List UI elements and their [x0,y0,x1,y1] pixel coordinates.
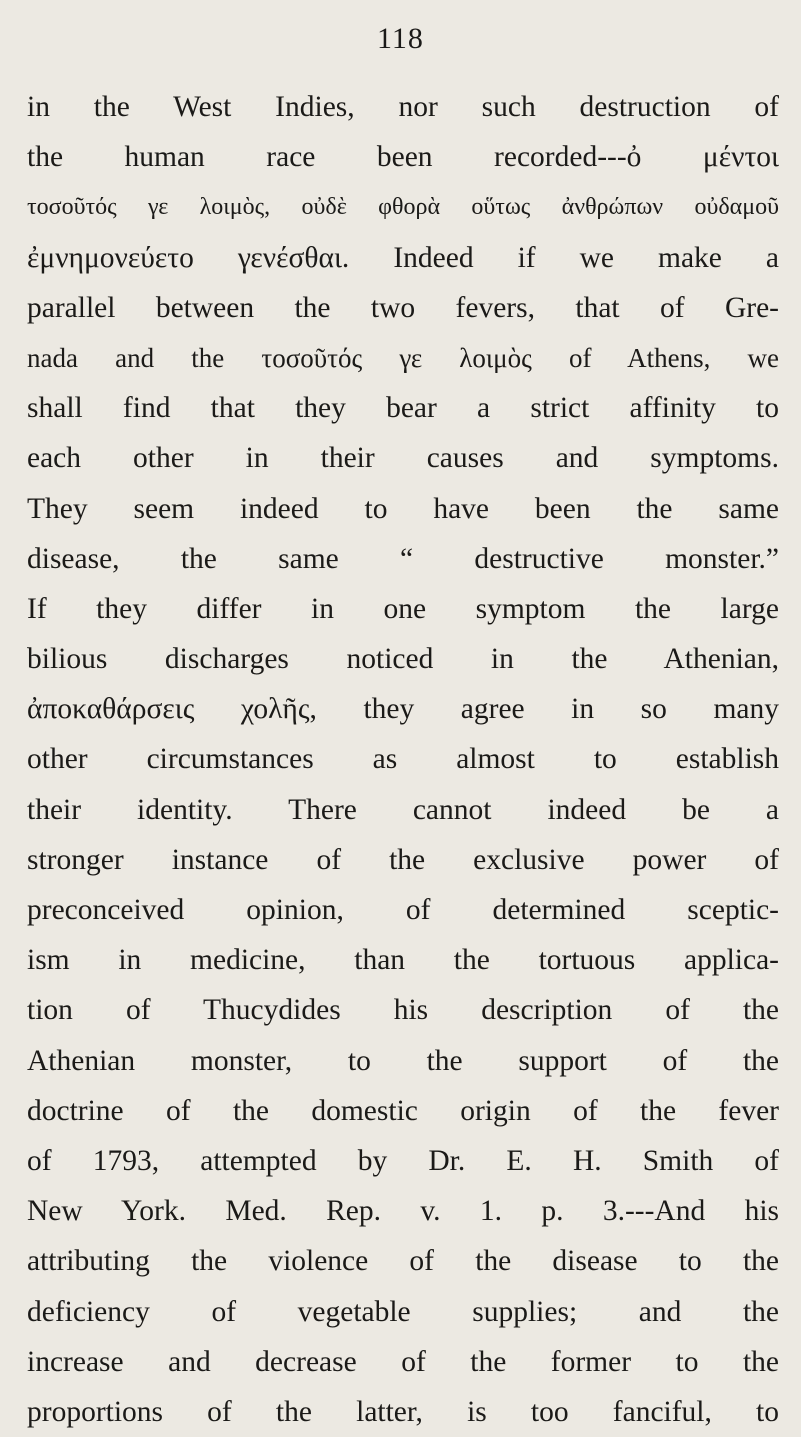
text-line: Athenian monster, to the support of the [27,1044,779,1077]
text-line: each other in their causes and symptoms. [27,442,779,475]
text-line: stronger instance of the exclusive power of [27,843,779,876]
text-line: increase and decrease of the former to the [27,1345,779,1378]
text-line: proportions of the latter, is too fanciful, to [27,1395,779,1428]
text-line: ἐμνημονεύετο γενέσθαι. Indeed if we make a [27,241,779,274]
text-line: ism in medicine, than the tortuous applica- [27,944,779,977]
text-line: shall find that they bear a strict affinity to [27,392,779,425]
text-line: deficiency of vegetable supplies; and the [27,1295,779,1328]
text-line: preconceived opinion, of determined sceptic- [27,894,779,926]
text-line: other circumstances as almost to establish [27,743,779,776]
text-line: If they differ in one symptom the large [27,592,779,625]
text-line: τοσοῦτός γε λοιμὸς, οὐδὲ φθορὰ οὕτως ἀνθρώπων οὐδαμοῦ [27,194,779,221]
text-line: parallel between the two fevers, that of Gre- [27,291,779,324]
body-text [27,82,779,1437]
text-line: of 1793, attempted by Dr. E. H. Smith of [27,1144,779,1177]
text-line: nada and the τοσοῦτός γε λοιμὸς of Athens, we [27,342,779,373]
text-line: bilious discharges noticed in the Athenian, [27,643,779,676]
text-line: They seem indeed to have been the same [27,492,779,525]
text-line: in the West Indies, nor such destruction of [27,91,779,123]
text-line: ἀποκαθάρσεις χολῆς, they agree in so many [27,693,779,726]
text-line: New York. Med. Rep. v. 1. p. 3.---And his [27,1195,779,1228]
text-line: the human race been recorded---ὀ μέντοι [27,141,779,174]
text-line: their identity. There cannot indeed be a [27,793,779,826]
text-line: attributing the violence of the disease to the [27,1245,779,1278]
page-number: 118 [377,22,424,55]
text-line: disease, the same “ destructive monster.” [27,542,779,575]
text-line: doctrine of the domestic origin of the fever [27,1094,779,1127]
text-line: tion of Thucydides his description of the [27,994,779,1027]
